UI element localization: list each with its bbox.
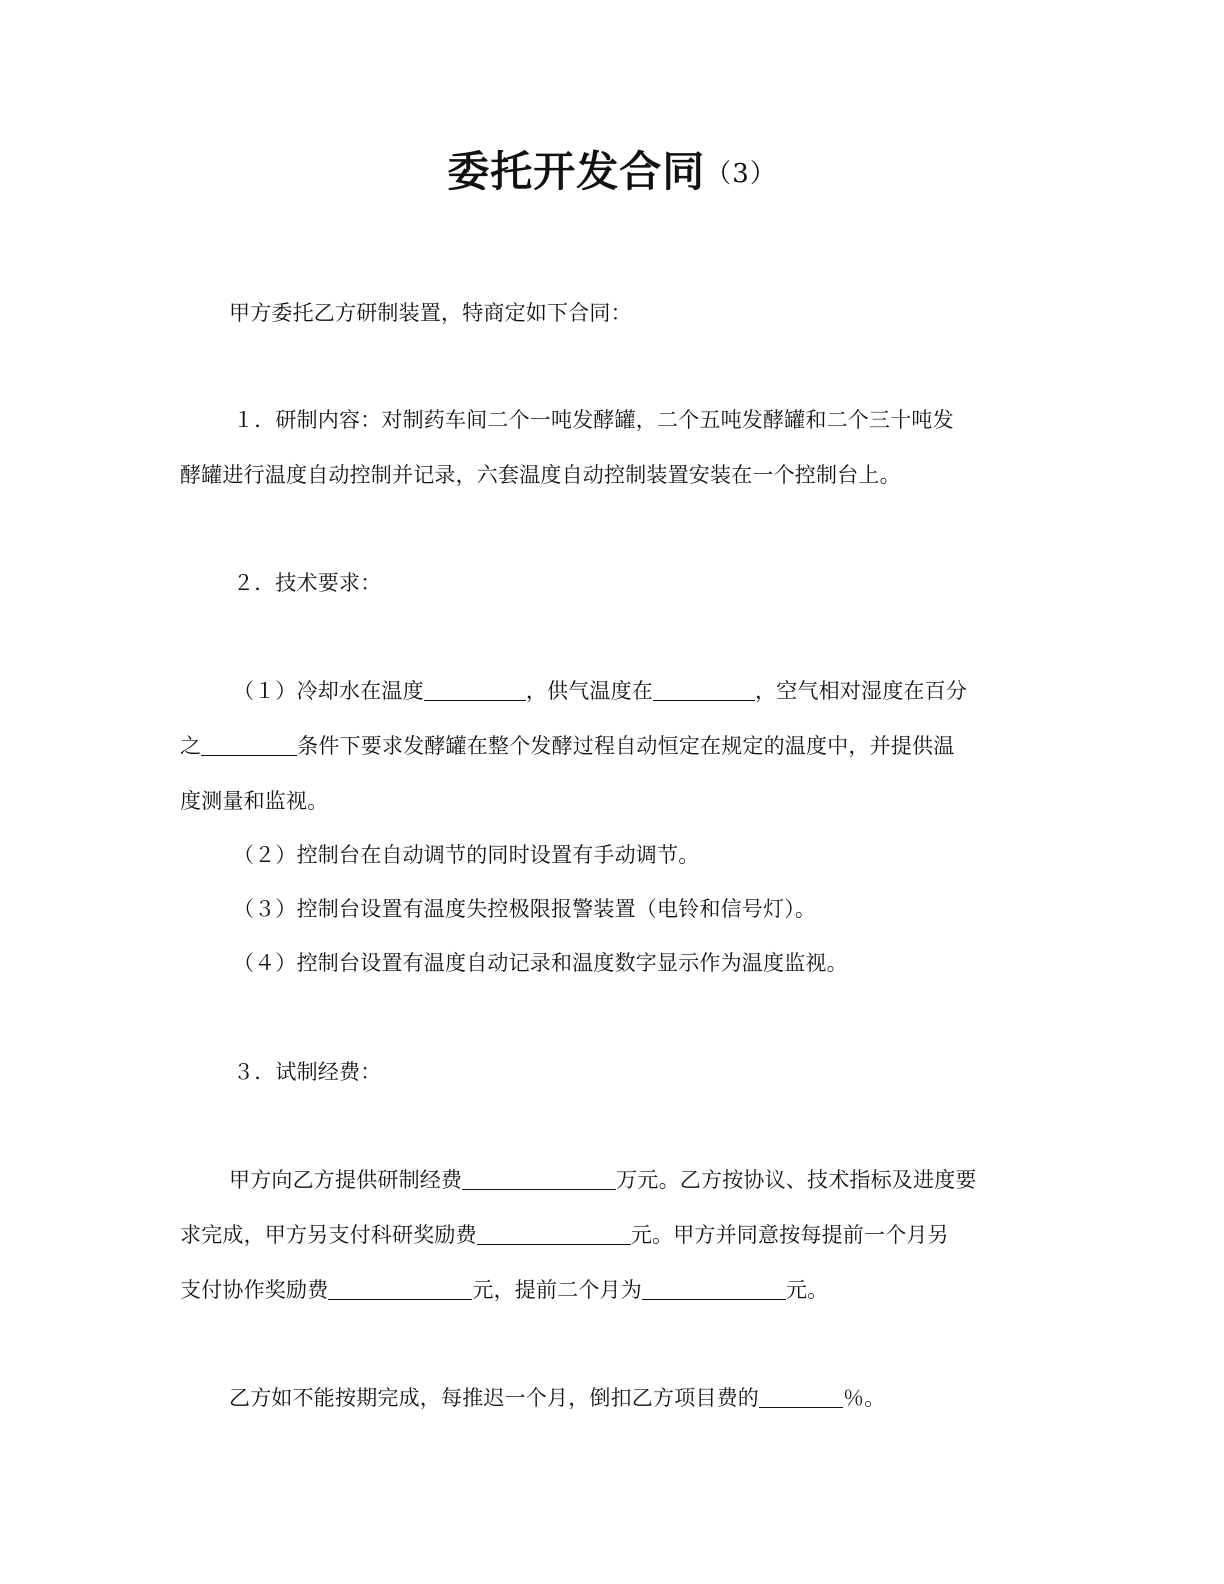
section1-line1: １．研制内容：对制药车间二个一吨发酵罐，二个五吨发酵罐和二个三十吨发 [233,408,954,432]
para2-text-b: ％。 [843,1386,886,1410]
air-supply-temp-blank[interactable] [653,678,755,701]
para1-text-c: 求完成，甲方另支付科研奖励费 [180,1223,477,1247]
research-bonus-blank[interactable] [477,1222,631,1245]
section3-para2 [229,1383,1099,1413]
cooling-water-temp-blank[interactable] [424,678,526,701]
section1-line2: 酵罐进行温度自动控制并记录，六套温度自动控制装置安装在一个控制台上。 [180,463,901,487]
cooperation-bonus-blank[interactable] [328,1277,472,1300]
para1-text-b: 万元。乙方按协议、技术指标及进度要 [616,1168,977,1192]
section2-item2: （２）控制台在自动调节的同时设置有手动调节。 [233,843,700,867]
research-fee-blank[interactable] [462,1167,616,1190]
section2-heading: ２．技术要求： [233,571,382,595]
para1-text-g: 元。 [786,1278,829,1302]
two-month-bonus-blank[interactable] [642,1277,786,1300]
para1-text-a: 甲方向乙方提供研制经费 [229,1168,463,1192]
para2-text-a: 乙方如不能按期完成，每推迟一个月，倒扣乙方项目费的 [229,1386,759,1410]
para1-text-e: 支付协作奖励费 [180,1278,329,1302]
item1-text-d: 之 [180,734,202,758]
para1-text-f: 元，提前二个月为 [472,1278,643,1302]
item1-text-a: （１）冷却水在温度 [233,679,424,703]
item1-text-e: 条件下要求发酵罐在整个发酵过程自动恒定在规定的温度中，并提供温 [297,734,955,758]
penalty-percent-blank[interactable] [759,1385,843,1408]
para1-text-d: 元。甲方并同意按每提前一个月另 [630,1223,949,1247]
title-suffix: （3） [705,159,777,189]
section3-para1-line2 [180,1220,1050,1250]
section2-item3: （３）控制台设置有温度失控极限报警装置（电铃和信号灯）。 [233,897,817,921]
section3-para1-line3 [180,1275,1050,1305]
title-text: 委托开发合同 [447,147,706,196]
section2-item4: （４）控制台设置有温度自动记录和温度数字显示作为温度监视。 [233,951,848,975]
intro-paragraph: 甲方委托乙方研制装置，特商定如下合同： [229,301,632,325]
humidity-percent-blank[interactable] [201,733,297,756]
section2-item1-line3: 度测量和监视。 [180,789,329,813]
section2-item1-line1 [233,676,1103,706]
item1-text-b: ，供气温度在 [525,679,654,703]
section2-item1-line2 [180,731,1050,761]
section3-heading: ３．试制经费： [233,1060,382,1084]
item1-text-c: ，空气相对湿度在百分 [755,679,968,703]
document-title [0,142,1224,204]
section3-para1-line1 [229,1165,1099,1195]
